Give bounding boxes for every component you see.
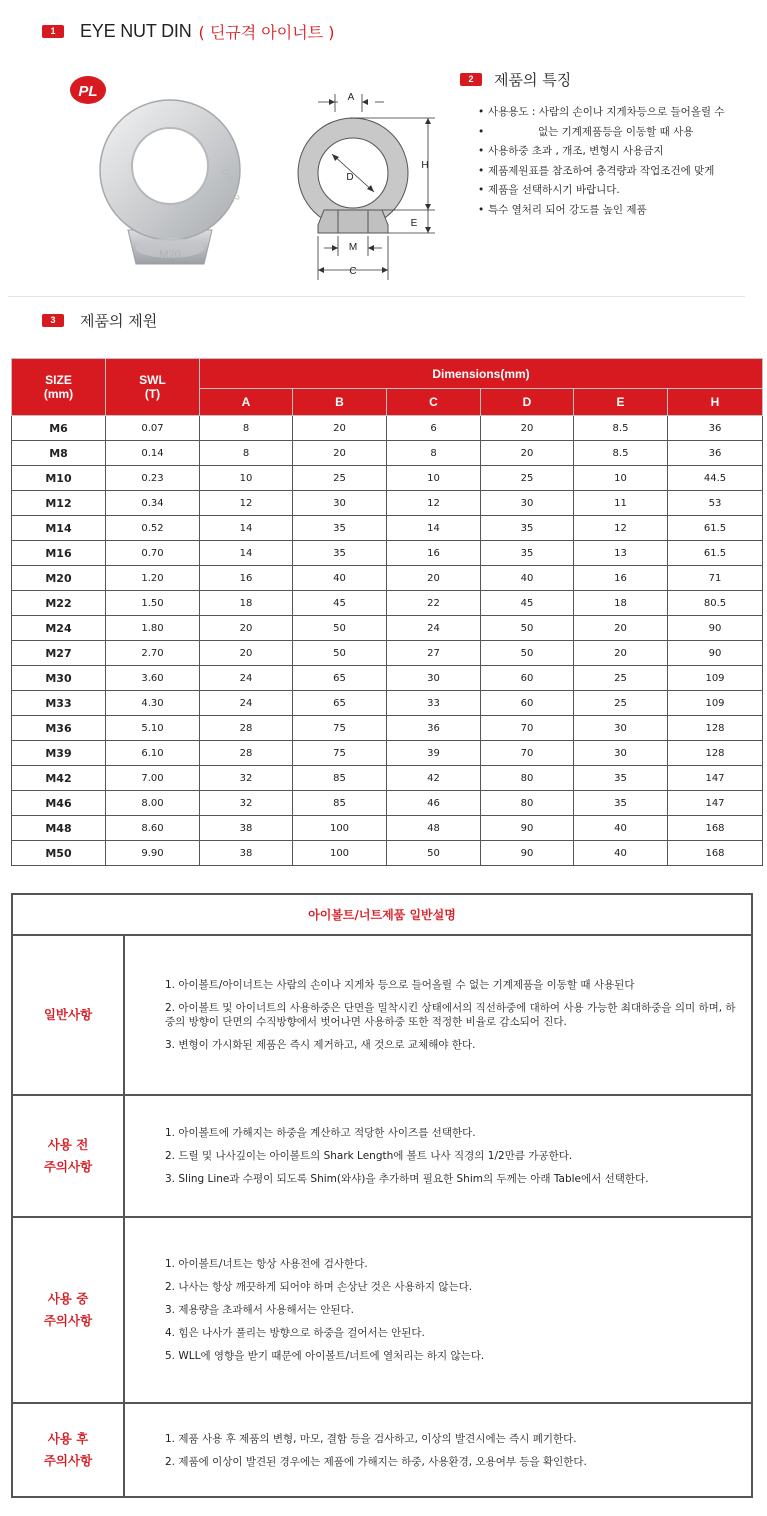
value-cell: 60 — [481, 691, 574, 716]
label-a: A — [347, 92, 355, 103]
value-cell: 75 — [293, 741, 387, 766]
value-cell: 28 — [200, 716, 293, 741]
size-cell: M10 — [12, 466, 106, 491]
table-row — [12, 416, 763, 441]
label-h: H — [421, 160, 429, 171]
notes-items — [124, 1217, 752, 1403]
value-cell: 65 — [293, 666, 387, 691]
value-cell: 20 — [481, 441, 574, 466]
value-cell: 30 — [481, 491, 574, 516]
note-item: 3. 제용량을 초과해서 사용해서는 안된다. — [165, 1304, 354, 1316]
value-cell: 5.10 — [106, 716, 200, 741]
value-cell: 6 — [387, 416, 481, 441]
notes-items — [124, 1095, 752, 1217]
section-title: 제품의 특징 — [494, 71, 572, 89]
value-cell: 18 — [574, 591, 668, 616]
value-cell: 13 — [574, 541, 668, 566]
value-cell: 50 — [481, 641, 574, 666]
section-number-badge: 1 — [42, 25, 64, 38]
swl-header: SWL (T) — [106, 359, 200, 416]
size-cell: M6 — [12, 416, 106, 441]
embossing-text: DIN582 — [219, 167, 242, 203]
value-cell: 28 — [200, 741, 293, 766]
notes-section — [12, 1095, 752, 1217]
table-row — [12, 591, 763, 616]
feature-list — [478, 103, 753, 220]
value-cell: 40 — [574, 841, 668, 866]
value-cell: 0.23 — [106, 466, 200, 491]
value-cell: 7.00 — [106, 766, 200, 791]
size-cell: M8 — [12, 441, 106, 466]
table-row — [12, 491, 763, 516]
value-cell: 147 — [668, 766, 763, 791]
product-title: EYE NUT DIN — [80, 21, 192, 41]
note-item: 3. 변형이 가시화된 제품은 즉시 제거하고, 새 것으로 교체해야 한다. — [165, 1039, 476, 1051]
value-cell: 10 — [387, 466, 481, 491]
note-item: 3. Sling Line과 수평이 되도록 Shim(와샤)을 추가하며 필요한 Shim의 두께는 아래 Table에서 선택한다. — [165, 1173, 649, 1185]
note-item: 1. 아이볼트/너트는 항상 사용전에 검사한다. — [165, 1258, 368, 1270]
note-item: 2. 아이볼트 및 아이너트의 사용하중은 단면을 밀착시킨 상태에서의 직선하중에 대하여 사용 가능한 최대하중을 의미 하며, 하중의 방향이 단면의 수직방향에서 벗어나면 사용하중 또한 적정한 비율로 감소되어 진다. — [165, 1002, 736, 1028]
label-c: C — [349, 266, 357, 277]
value-cell: 70 — [481, 716, 574, 741]
value-cell: 0.52 — [106, 516, 200, 541]
section-title: 제품의 제원 — [80, 312, 158, 330]
feature-item: • 제품제원표를 참조하여 충격량과 작업조건에 맞게 — [478, 162, 753, 182]
value-cell: 24 — [200, 691, 293, 716]
dimension-column-header: E — [574, 389, 668, 416]
value-cell: 25 — [293, 466, 387, 491]
notes-category: 일반사항 — [12, 935, 124, 1095]
value-cell: 12 — [574, 516, 668, 541]
value-cell: 4.30 — [106, 691, 200, 716]
note-item: 2. 나사는 항상 깨끗하게 되어야 하며 손상난 것은 사용하지 않는다. — [165, 1281, 473, 1293]
value-cell: 35 — [293, 516, 387, 541]
value-cell: 27 — [387, 641, 481, 666]
value-cell: 14 — [200, 541, 293, 566]
value-cell: 16 — [387, 541, 481, 566]
size-cell: M27 — [12, 641, 106, 666]
embossing-size: M20 — [159, 249, 181, 261]
value-cell: 45 — [293, 591, 387, 616]
feature-item: • 사용하중 초과 , 개조, 변형시 사용금지 — [478, 142, 753, 162]
table-row — [12, 766, 763, 791]
value-cell: 10 — [200, 466, 293, 491]
value-cell: 14 — [387, 516, 481, 541]
value-cell: 40 — [574, 816, 668, 841]
value-cell: 0.07 — [106, 416, 200, 441]
value-cell: 3.60 — [106, 666, 200, 691]
value-cell: 80.5 — [668, 591, 763, 616]
note-item: 5. WLL에 영향을 받기 때문에 아이볼트/너트에 열처리는 하지 않는다. — [165, 1350, 485, 1362]
size-cell: M24 — [12, 616, 106, 641]
table-row — [12, 691, 763, 716]
note-item: 1. 아이볼트/아이너트는 사람의 손이나 지게차 등으로 들어올릴 수 없는 기계제품을 이동할 때 사용된다 — [165, 979, 635, 991]
value-cell: 30 — [574, 716, 668, 741]
label-m: M — [348, 242, 358, 253]
table-row — [12, 791, 763, 816]
note-item: 4. 힘은 나사가 풀리는 방향으로 하중을 걸어서는 안된다. — [165, 1327, 425, 1339]
value-cell: 36 — [387, 716, 481, 741]
value-cell: 1.20 — [106, 566, 200, 591]
value-cell: 90 — [481, 816, 574, 841]
value-cell: 42 — [387, 766, 481, 791]
size-cell: M22 — [12, 591, 106, 616]
value-cell: 30 — [387, 666, 481, 691]
value-cell: 85 — [293, 766, 387, 791]
notes-table — [11, 893, 753, 1498]
table-row — [12, 616, 763, 641]
value-cell: 90 — [668, 616, 763, 641]
value-cell: 20 — [293, 441, 387, 466]
notes-title: 아이볼트/너트제품 일반설명 — [12, 894, 752, 935]
value-cell: 10 — [574, 466, 668, 491]
value-cell: 38 — [200, 816, 293, 841]
value-cell: 61.5 — [668, 541, 763, 566]
value-cell: 32 — [200, 791, 293, 816]
size-cell: M46 — [12, 791, 106, 816]
size-cell: M48 — [12, 816, 106, 841]
size-cell: M30 — [12, 666, 106, 691]
value-cell: 50 — [387, 841, 481, 866]
value-cell: 100 — [293, 816, 387, 841]
value-cell: 8.00 — [106, 791, 200, 816]
section-number-badge: 2 — [460, 73, 482, 86]
value-cell: 25 — [481, 466, 574, 491]
notes-section — [12, 935, 752, 1095]
feature-item: • 사용용도 : 사람의 손이나 지게차등으로 들어올릴 수 — [478, 103, 753, 123]
notes-items — [124, 935, 752, 1095]
value-cell: 35 — [481, 541, 574, 566]
notes-body — [12, 935, 752, 1497]
table-row — [12, 816, 763, 841]
value-cell: 128 — [668, 741, 763, 766]
value-cell: 60 — [481, 666, 574, 691]
value-cell: 20 — [387, 566, 481, 591]
size-header: SIZE (mm) — [12, 359, 106, 416]
value-cell: 16 — [574, 566, 668, 591]
notes-category: 사용 후 주의사항 — [12, 1403, 124, 1497]
value-cell: 46 — [387, 791, 481, 816]
value-cell: 33 — [387, 691, 481, 716]
value-cell: 2.70 — [106, 641, 200, 666]
logo-text: PL — [78, 83, 98, 100]
value-cell: 65 — [293, 691, 387, 716]
value-cell: 71 — [668, 566, 763, 591]
value-cell: 30 — [574, 741, 668, 766]
value-cell: 35 — [574, 791, 668, 816]
table-row — [12, 466, 763, 491]
value-cell: 109 — [668, 666, 763, 691]
section-number-badge: 3 — [42, 314, 64, 327]
dimension-column-header: C — [387, 389, 481, 416]
value-cell: 18 — [200, 591, 293, 616]
value-cell: 36 — [668, 441, 763, 466]
note-item: 1. 아이볼트에 가해지는 하중을 계산하고 적당한 사이즈를 선택한다. — [165, 1127, 476, 1139]
value-cell: 14 — [200, 516, 293, 541]
feature-item-continued: • 제품을 선택하시기 바랍니다. — [478, 181, 753, 201]
size-cell: M42 — [12, 766, 106, 791]
feature-item: • 특수 열처리 되어 강도를 높인 제품 — [478, 201, 753, 221]
table-row — [12, 566, 763, 591]
value-cell: 48 — [387, 816, 481, 841]
label-d: D — [346, 172, 354, 183]
table-row — [12, 541, 763, 566]
value-cell: 168 — [668, 816, 763, 841]
value-cell: 9.90 — [106, 841, 200, 866]
value-cell: 12 — [387, 491, 481, 516]
size-cell: M12 — [12, 491, 106, 516]
value-cell: 35 — [293, 541, 387, 566]
section-1-header — [42, 20, 334, 43]
value-cell: 38 — [200, 841, 293, 866]
value-cell: 53 — [668, 491, 763, 516]
value-cell: 35 — [574, 766, 668, 791]
value-cell: 25 — [574, 666, 668, 691]
value-cell: 16 — [200, 566, 293, 591]
dimension-column-header: H — [668, 389, 763, 416]
table-row — [12, 666, 763, 691]
value-cell: 22 — [387, 591, 481, 616]
value-cell: 32 — [200, 766, 293, 791]
notes-section — [12, 1217, 752, 1403]
value-cell: 75 — [293, 716, 387, 741]
notes-category: 사용 중 주의사항 — [12, 1217, 124, 1403]
value-cell: 8.5 — [574, 441, 668, 466]
spec-table-body — [12, 416, 763, 866]
value-cell: 8 — [200, 416, 293, 441]
notes-section — [12, 1403, 752, 1497]
feature-item-continued: • 없는 기계제품등을 이동할 때 사용 — [478, 123, 753, 143]
size-cell: M36 — [12, 716, 106, 741]
value-cell: 50 — [293, 641, 387, 666]
size-cell: M39 — [12, 741, 106, 766]
value-cell: 50 — [481, 616, 574, 641]
value-cell: 90 — [481, 841, 574, 866]
value-cell: 12 — [200, 491, 293, 516]
value-cell: 11 — [574, 491, 668, 516]
logo-badge — [70, 76, 106, 104]
value-cell: 44.5 — [668, 466, 763, 491]
value-cell: 20 — [293, 416, 387, 441]
value-cell: 24 — [387, 616, 481, 641]
table-row — [12, 716, 763, 741]
dimensions-header: Dimensions(mm) — [200, 359, 763, 389]
value-cell: 0.34 — [106, 491, 200, 516]
value-cell: 1.50 — [106, 591, 200, 616]
section-3-header — [42, 310, 157, 331]
size-cell: M16 — [12, 541, 106, 566]
notes-items — [124, 1403, 752, 1497]
value-cell: 80 — [481, 766, 574, 791]
value-cell: 80 — [481, 791, 574, 816]
value-cell: 50 — [293, 616, 387, 641]
value-cell: 168 — [668, 841, 763, 866]
value-cell: 90 — [668, 641, 763, 666]
value-cell: 20 — [481, 416, 574, 441]
table-row — [12, 841, 763, 866]
value-cell: 85 — [293, 791, 387, 816]
value-cell: 20 — [200, 641, 293, 666]
value-cell: 70 — [481, 741, 574, 766]
value-cell: 40 — [481, 566, 574, 591]
value-cell: 8.5 — [574, 416, 668, 441]
value-cell: 20 — [574, 616, 668, 641]
value-cell: 109 — [668, 691, 763, 716]
value-cell: 20 — [200, 616, 293, 641]
note-item: 2. 드릴 및 나사깊이는 아이볼트의 Shark Length에 볼트 나사 직경의 1/2만큼 가공한다. — [165, 1150, 573, 1162]
section-2-header — [460, 69, 571, 90]
value-cell: 30 — [293, 491, 387, 516]
value-cell: 0.14 — [106, 441, 200, 466]
value-cell: 147 — [668, 791, 763, 816]
size-cell: M14 — [12, 516, 106, 541]
dimension-diagram — [280, 88, 450, 288]
notes-category: 사용 전 주의사항 — [12, 1095, 124, 1217]
size-cell: M50 — [12, 841, 106, 866]
value-cell: 8 — [387, 441, 481, 466]
section-divider — [8, 296, 745, 297]
value-cell: 20 — [574, 641, 668, 666]
value-cell: 1.80 — [106, 616, 200, 641]
eye-nut-photo — [70, 72, 270, 282]
value-cell: 8.60 — [106, 816, 200, 841]
table-row — [12, 516, 763, 541]
value-cell: 0.70 — [106, 541, 200, 566]
dimension-column-header: A — [200, 389, 293, 416]
value-cell: 24 — [200, 666, 293, 691]
value-cell: 100 — [293, 841, 387, 866]
value-cell: 6.10 — [106, 741, 200, 766]
value-cell: 35 — [481, 516, 574, 541]
table-row — [12, 641, 763, 666]
label-e: E — [410, 218, 418, 229]
value-cell: 36 — [668, 416, 763, 441]
value-cell: 39 — [387, 741, 481, 766]
size-cell: M20 — [12, 566, 106, 591]
table-row — [12, 741, 763, 766]
spec-table — [11, 358, 763, 866]
value-cell: 128 — [668, 716, 763, 741]
product-title-korean: ( 딘규격 아이너트 ) — [198, 23, 335, 42]
value-cell: 25 — [574, 691, 668, 716]
table-row — [12, 441, 763, 466]
dimension-column-header: B — [293, 389, 387, 416]
value-cell: 40 — [293, 566, 387, 591]
note-item: 2. 제품에 이상이 발견된 경우에는 제품에 가해지는 하중, 사용환경, 오용여부 등을 확인한다. — [165, 1455, 587, 1468]
note-item: 1. 제품 사용 후 제품의 변형, 마모, 결함 등을 검사하고, 이상의 발견시에는 즉시 폐기한다. — [165, 1432, 577, 1445]
size-cell: M33 — [12, 691, 106, 716]
value-cell: 45 — [481, 591, 574, 616]
value-cell: 61.5 — [668, 516, 763, 541]
value-cell: 8 — [200, 441, 293, 466]
dimension-column-header: D — [481, 389, 574, 416]
